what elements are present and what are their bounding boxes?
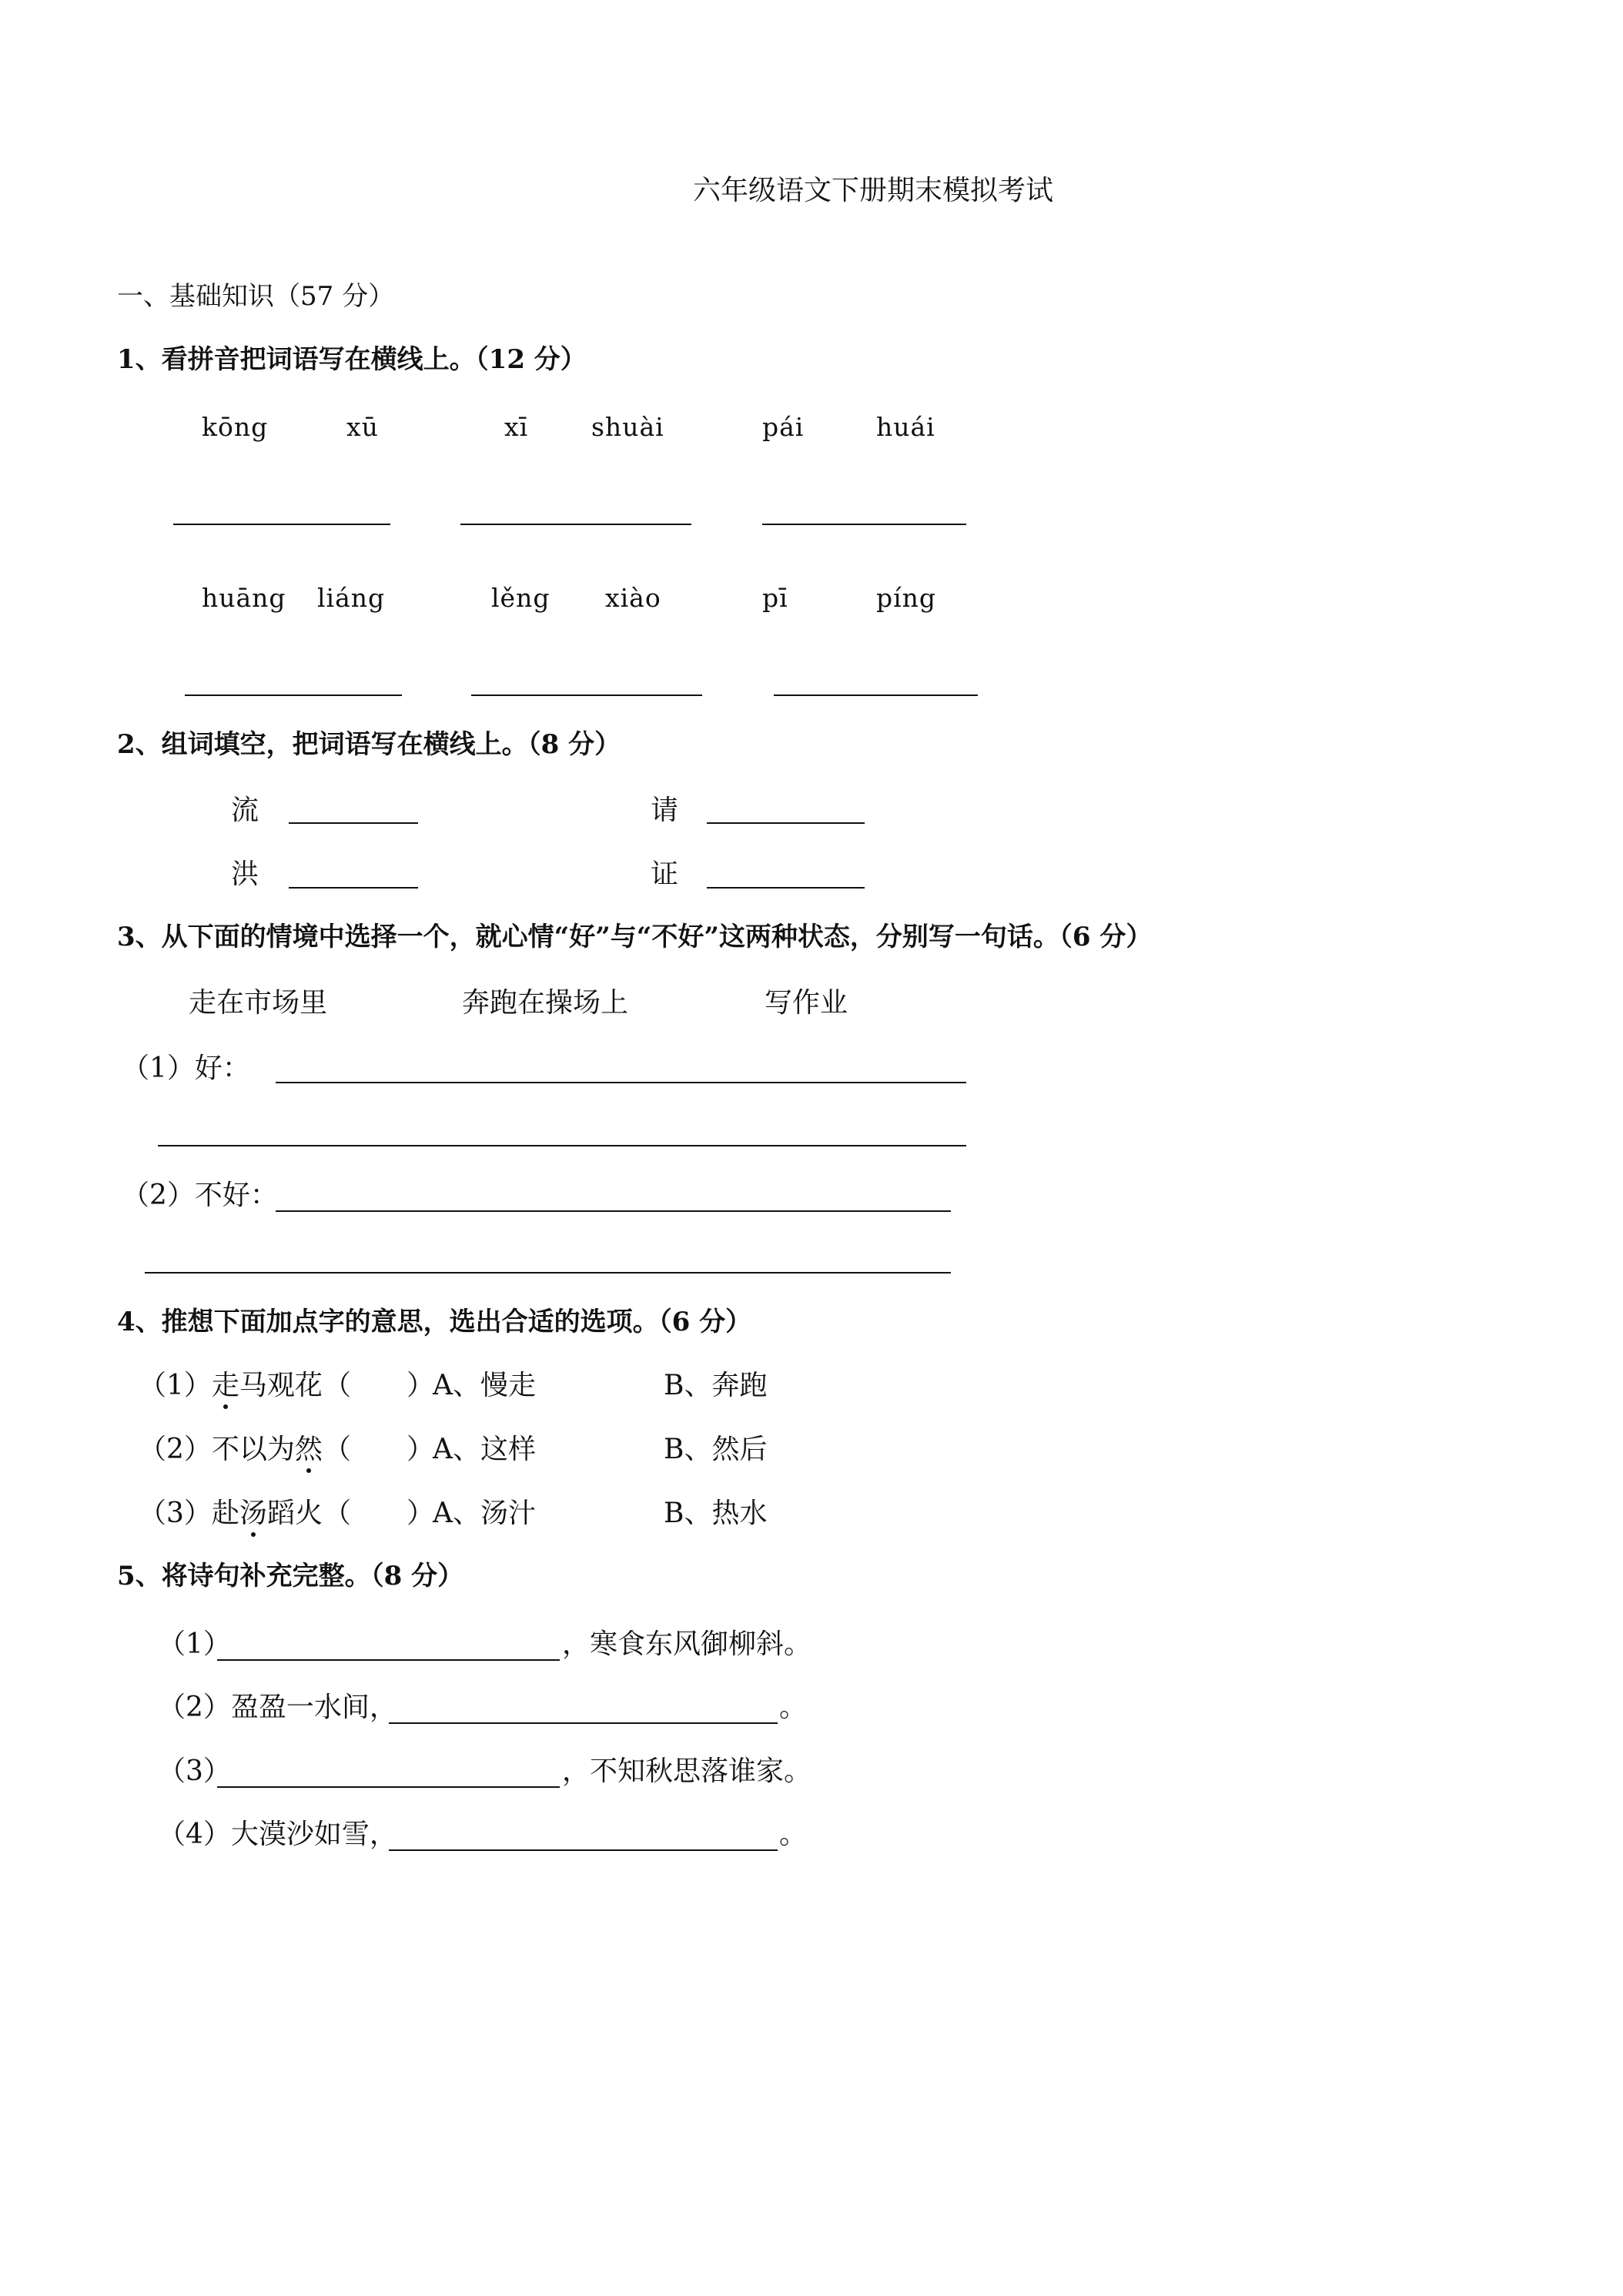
answer-line[interactable] [185,694,402,696]
scenario: 走在市场里 [189,987,328,1019]
answer-line[interactable] [173,524,390,525]
answer-line[interactable] [289,887,418,889]
option-b: B、奔跑 [664,1370,768,1401]
pinyin: liáng [317,583,386,613]
option-b: B、热水 [664,1498,768,1529]
dotted-char: 走 [211,1370,239,1401]
char-prompt: 洪 [231,858,259,890]
answer-line[interactable] [276,1082,966,1083]
question-4-heading: 4、推想下面加点字的意思，选出合适的选项。（6 分） [117,1307,752,1337]
answer-line[interactable] [145,1272,951,1274]
option-a: A、汤汁 [433,1498,536,1529]
poem-text: 。 [779,1692,808,1723]
poem-text: ，寒食东风御柳斜。 [562,1628,812,1660]
section-heading: 一、基础知识（57 分） [117,281,395,312]
scenario: 写作业 [765,987,848,1019]
idiom-item: （3）赴汤蹈火 [139,1498,323,1529]
answer-paren[interactable]: （ ） [323,1434,435,1465]
poem-text: 。 [779,1819,808,1850]
answer-line[interactable] [460,524,691,525]
pinyin: pī [762,583,788,613]
poem-text: （2）盈盈一水间， [158,1692,397,1723]
poem-num: （3） [158,1755,231,1787]
question-5-heading: 5、将诗句补充完整。（8 分） [117,1561,464,1591]
pinyin: huāng [202,583,286,613]
option-b: B、然后 [664,1434,768,1465]
good-label: （1）好： [122,1053,250,1084]
scenario: 奔跑在操场上 [462,987,629,1019]
answer-line[interactable] [389,1722,778,1724]
answer-paren[interactable]: （ ） [323,1498,435,1529]
answer-line[interactable] [707,822,865,824]
poem-text: ，不知秋思落谁家。 [562,1755,812,1787]
question-1-heading: 1、看拼音把词语写在横线上。（12 分） [117,344,587,375]
char-prompt: 流 [231,795,259,826]
answer-line[interactable] [276,1210,951,1212]
pinyin: xī [504,412,529,442]
answer-line[interactable] [289,822,418,824]
char-prompt: 请 [651,795,679,826]
pinyin: pái [762,412,805,442]
page-title: 六年级语文下册期末模拟考试 [693,175,1054,206]
poem-num: （1） [158,1628,231,1660]
pinyin: kōng [202,412,269,442]
question-3-heading: 3、从下面的情境中选择一个，就心情“好”与“不好”这两种状态，分别写一句话。（6 分） [117,922,1153,952]
idiom-item: （2）不以为然 [139,1434,323,1465]
char-prompt: 证 [651,858,679,890]
answer-line[interactable] [774,694,978,696]
pinyin: xiào [605,583,661,613]
option-a: A、慢走 [433,1370,536,1401]
idiom-item: （1）走马观花 [139,1370,323,1401]
option-a: A、这样 [433,1434,536,1465]
dotted-char: 汤 [239,1498,267,1529]
answer-line[interactable] [762,524,966,525]
answer-line[interactable] [158,1145,966,1146]
poem-text: （4）大漠沙如雪， [158,1819,397,1850]
answer-line[interactable] [217,1786,560,1788]
answer-line[interactable] [707,887,865,889]
answer-line[interactable] [389,1849,778,1851]
answer-line[interactable] [217,1659,560,1661]
pinyin: shuài [591,412,664,442]
pinyin: huái [876,412,935,442]
dotted-char: 然 [294,1434,323,1465]
pinyin: píng [876,583,937,613]
question-2-heading: 2、组词填空，把词语写在横线上。（8 分） [117,729,621,760]
answer-paren[interactable]: （ ） [323,1370,435,1401]
answer-line[interactable] [471,694,702,696]
bad-label: （2）不好： [122,1180,278,1211]
pinyin: lěng [491,583,550,613]
pinyin: xū [346,412,379,442]
